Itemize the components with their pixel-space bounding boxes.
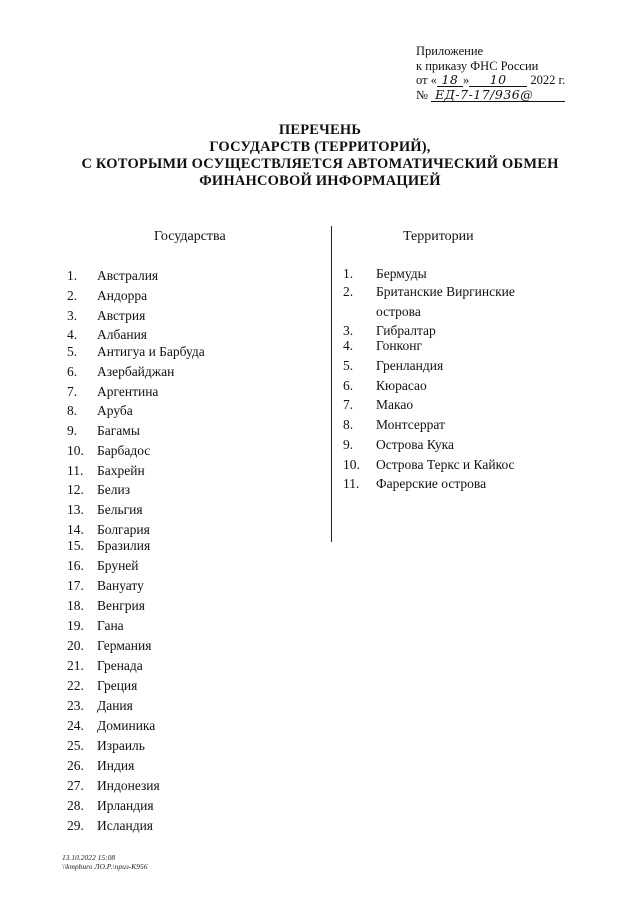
item-name: Бельгия (97, 502, 143, 517)
item-number: 11. (343, 476, 360, 491)
item-number: 17. (67, 578, 84, 593)
item-name: Доминика (97, 718, 156, 733)
appendix-block (416, 44, 616, 102)
item-number: 9. (67, 423, 78, 438)
item-name: Индия (97, 758, 135, 773)
item-number: 2. (67, 288, 78, 303)
item-name: Гана (97, 618, 124, 633)
item-number: 19. (67, 618, 84, 633)
item-name: Белиз (97, 482, 131, 497)
item-number: 10. (67, 443, 84, 458)
item-number: 3. (67, 308, 78, 323)
item-name: Фарерские острова (376, 476, 487, 491)
item-number: 4. (67, 327, 78, 342)
item-name: Исландия (97, 818, 153, 833)
item-number: 13. (67, 502, 84, 517)
title-line: ГОСУДАРСТВ (ТЕРРИТОРИЙ), (209, 139, 431, 155)
item-name: Барбадос (97, 443, 151, 458)
appendix-order-line: к приказу ФНС России (416, 58, 539, 73)
item-name: Болгария (97, 522, 150, 537)
item-name: Австрия (97, 308, 146, 323)
item-name: Гибралтар (376, 323, 436, 338)
item-number: 3. (343, 323, 354, 338)
item-name: Индонезия (97, 778, 160, 793)
item-name: Израиль (97, 738, 145, 753)
item-number: 16. (67, 558, 84, 573)
item-name: Аруба (97, 403, 133, 418)
item-name: Гренада (97, 658, 143, 673)
item-name: Венгрия (97, 598, 145, 613)
footer-path: \\kmpburo ЛО.Р.\приз-К956 (62, 862, 148, 871)
item-name: Андорра (97, 288, 148, 303)
item-number: 24. (67, 718, 84, 733)
column-divider (331, 226, 332, 542)
date-year: 2022 г. (530, 73, 566, 87)
number-prefix: № (416, 87, 428, 102)
item-number: 2. (343, 284, 354, 299)
item-number: 27. (67, 778, 84, 793)
item-name: Острова Кука (376, 437, 454, 452)
item-name: Гренландия (376, 358, 444, 373)
item-name: Албания (97, 327, 148, 342)
item-number: 7. (343, 397, 354, 412)
item-name: Греция (97, 678, 138, 693)
item-number: 12. (67, 482, 84, 497)
item-name: Аргентина (97, 384, 159, 399)
item-name: Австралия (97, 268, 159, 283)
date-month: 10 (469, 74, 527, 87)
item-name: Монтсеррат (376, 417, 445, 432)
item-name: Азербайджан (97, 364, 175, 379)
item-number: 18. (67, 598, 84, 613)
item-name: Бахрейн (97, 463, 145, 478)
territories-column-header: Территории (403, 229, 474, 244)
item-number: 8. (343, 417, 354, 432)
appendix-date-line (416, 73, 616, 88)
item-number: 5. (67, 344, 78, 359)
item-number: 11. (67, 463, 84, 478)
item-name: Бруней (97, 558, 139, 573)
appendix-line: Приложение (416, 44, 484, 58)
title-line: С КОТОРЫМИ ОСУЩЕСТВЛЯЕТСЯ АВТОМАТИЧЕСКИЙ ОБМЕН (81, 156, 559, 172)
item-number: 21. (67, 658, 84, 673)
item-number: 6. (343, 378, 354, 393)
states-column-header: Государства (154, 229, 226, 244)
item-name: Багамы (97, 423, 140, 438)
item-number: 10. (343, 457, 360, 472)
item-name: Вануату (97, 578, 144, 593)
item-name: Гонконг (376, 338, 422, 353)
item-name: Антигуа и Барбуда (97, 344, 205, 359)
item-name: Острова Теркс и Кайкос (376, 457, 515, 472)
item-number: 1. (67, 268, 78, 283)
item-number: 4. (343, 338, 354, 353)
item-number: 8. (67, 403, 78, 418)
item-name: Кюрасао (376, 378, 427, 393)
item-number: 26. (67, 758, 84, 773)
item-name: Британские Виргинские (376, 284, 515, 299)
date-prefix: от « (416, 73, 437, 87)
item-number: 28. (67, 798, 84, 813)
date-mid: » (462, 73, 470, 87)
item-number: 20. (67, 638, 84, 653)
appendix-number-line (416, 88, 616, 103)
item-name: Дания (97, 698, 133, 713)
order-number: ЕД-7-17/936@ (431, 89, 565, 102)
item-number: 5. (343, 358, 354, 373)
item-number: 1. (343, 266, 354, 281)
item-number: 15. (67, 538, 84, 553)
item-number: 9. (343, 437, 354, 452)
footer-stamp (62, 853, 148, 871)
item-name: Германия (97, 638, 152, 653)
item-name: Бермуды (376, 266, 427, 281)
date-day: 18 (437, 74, 463, 87)
item-number: 25. (67, 738, 84, 753)
item-name: Макао (376, 397, 414, 412)
title-line: ПЕРЕЧЕНЬ (278, 122, 362, 138)
item-name: Бразилия (97, 538, 151, 553)
item-number: 22. (67, 678, 84, 693)
item-name: Ирландия (97, 798, 154, 813)
title-line: ФИНАНСОВОЙ ИНФОРМАЦИЕЙ (199, 173, 441, 189)
document-title (40, 122, 600, 190)
footer-timestamp: 13.10.2022 15:08 (62, 853, 116, 862)
item-number: 23. (67, 698, 84, 713)
item-number: 14. (67, 522, 84, 537)
item-number: 6. (67, 364, 78, 379)
item-number: 7. (67, 384, 78, 399)
item-number: 29. (67, 818, 84, 833)
item-name: острова (376, 304, 421, 319)
